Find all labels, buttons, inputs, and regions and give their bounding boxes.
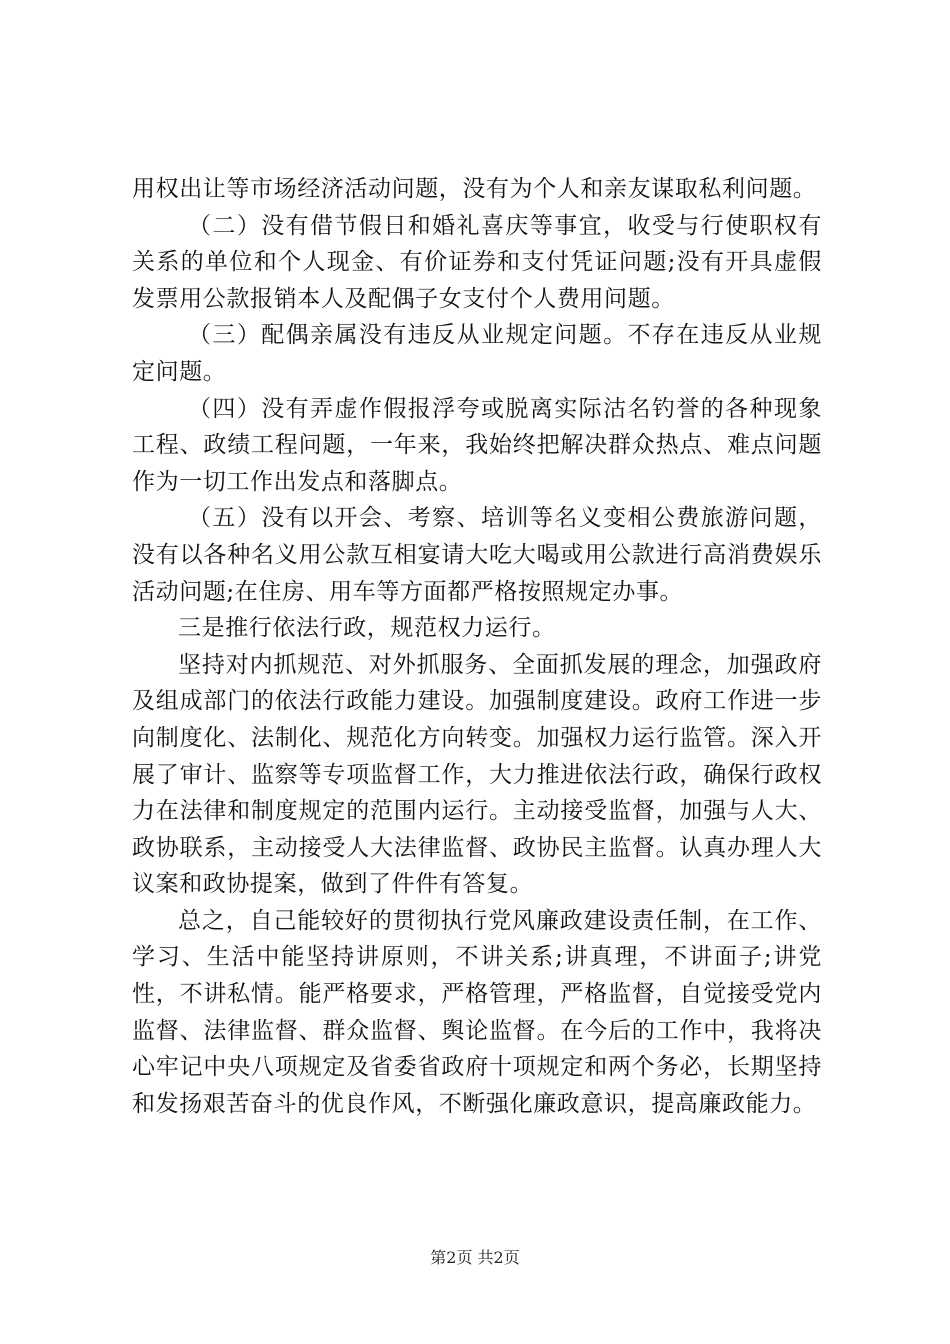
section-heading-3: 三是推行依法行政，规范权力运行。 — [178, 615, 556, 642]
paragraph-item-5: （五）没有以开会、考察、培训等名义变相公费旅游问题，没有以各种名义用公款互相宴请大吃大喝或用公款进行高消费娱乐活动问题;在住房、用车等方面都严格按照规定办事。 — [132, 505, 822, 605]
paragraph-item-2: （二）没有借节假日和婚礼喜庆等事宜，收受与行使职权有关系的单位和个人现金、有价证券和支付凭证问题;没有开具虚假发票用公款报销本人及配偶子女支付个人费用问题。 — [132, 212, 822, 312]
paragraph-rule-of-law: 坚持对内抓规范、对外抓服务、全面抓发展的理念，加强政府及组成部门的依法行政能力建设。加强制度建设。政府工作进一步向制度化、法制化、规范化方向转变。加强权力运行监管。深入开展了审计、监察等专项监督工作，大力推进依法行政，确保行政权力在法律和制度规定的范围内运行。主动接受监督，加强与人大、政协联系，主动接受人大法律监督、政协民主监督。认真办理人大议案和政协提案，做到了件件有答复。 — [132, 651, 822, 898]
document-body — [132, 171, 822, 1122]
paragraph-item-4: （四）没有弄虚作假报浮夸或脱离实际沽名钓誉的各种现象工程、政绩工程问题，一年来，我始终把解决群众热点、难点问题作为一切工作出发点和落脚点。 — [132, 395, 822, 495]
paragraph-summary: 总之，自己能较好的贯彻执行党风廉政建设责任制，在工作、学习、生活中能坚持讲原则，不讲关系;讲真理，不讲面子;讲党性，不讲私情。能严格要求，严格管理，严格监督，自觉接受党内监督、法律监督、群众监督、舆论监督。在今后的工作中，我将决心牢记中央八项规定及省委省政府十项规定和两个务必，长期坚持和发扬艰苦奋斗的优良作风，不断强化廉政意识，提高廉政能力。 — [132, 907, 822, 1117]
page-number-footer: 第2页 共2页 — [430, 1248, 520, 1267]
paragraph-continuation: 用权出让等市场经济活动问题，没有为个人和亲友谋取私利问题。 — [132, 176, 817, 202]
paragraph-item-3: （三）配偶亲属没有违反从业规定问题。不存在违反从业规定问题。 — [132, 322, 822, 385]
